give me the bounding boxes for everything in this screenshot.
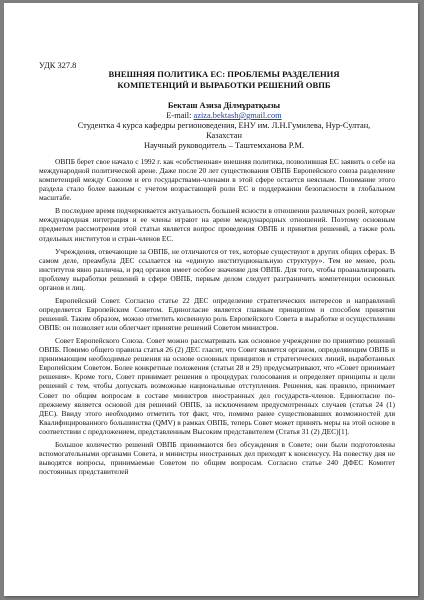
article-title: ВНЕШНЯЯ ПОЛИТИКА ЕС: ПРОБЛЕМЫ РАЗДЕЛЕНИЯ КОМПЕТЕНЦИЙ И ВЫРАБОТКИ РЕШЕНИЙ ОВПБ: [108, 69, 340, 90]
email-line: [64, 111, 384, 121]
paragraph: Учреждения, отвечающие за ОВПБ, не отличаются от тех, которые существуют в других общих сферах. В самом деле, преамбула ДЕС ссылается на «единую институциональную структуру». Тем не менее, роль институтов явно различна, и ряд органов имеет особое значение для ОВПБ. Для того, чтобы проанализировать проблему выработки решений в сфере ОВПБ, первым делом следует разграничить компетенции основных органов и лиц.: [39, 246, 395, 292]
paragraph: ОВПБ берет свое начало с 1992 г. как «собственная» внешняя политика, позволившая ЕС заявить о себе на международной политической арене. Даже после 20 лет существования ОВПБ Европейского союза разделение компетенций между Союзом и его государствами-членами в этой сфере остается неясным. Понимание этого раздела стало более важным с учетом возрастающей роли ЕС в поддержании безопасности в глобальном масштабе.: [39, 157, 395, 203]
paragraph: Европейский Совет. Согласно статье 22 ДЕС определение стратегических интересов и направлений определяется Европейским Советом. Единогласие является главным принципом и способом принятия решений. Таким образом, можно отметить косвенную роль Европейского Совета в выработке и осуществлении ОВПБ: он позволяет или облегчает принятие решений Советом министров.: [39, 295, 395, 333]
udk-code: УДК 327.8: [39, 61, 77, 70]
supervisor: Научный руководитель – Таштемханова Р.М.: [144, 141, 304, 150]
email-link[interactable]: aziza.bektash@gmail.com: [193, 111, 282, 120]
document-page: [4, 3, 418, 596]
affiliation: Студентка 4 курса кафедры регионоведения, ЕНУ им. Л.Н.Гумилева, Нур-Султан, Казахстан: [77, 121, 371, 140]
paragraph: В последнее время подчеркивается актуальность большей ясности в отношении различных ролей, которые международная интеграция и ее члены играют на арене международных отношений. Поэтому основным предметом рассмотрения этой статьи является вопрос проведения ОВПБ и принятия решений, а также роль отдельных институтов и стран-членов ЕС.: [39, 206, 395, 243]
email-label: E-mail:: [166, 111, 192, 120]
paragraph: Большое количество решений ОВПБ принимаются без обсуждения в Совете; они были подготовлены вспомогательными органами Совета, и министры иностранных дел приходят к консенсусу. На повестку дня не выводятся вопросы, принимаемые Советом по общим вопросам. Согласно статье 240 ДФЕС Комитет постоянных представителей: [39, 439, 395, 476]
author-block: [64, 101, 384, 151]
article-body: [39, 157, 395, 480]
author-name: Бекташ Азиза Ділмұратқызы: [167, 101, 281, 110]
paragraph: Совет Европейского Союза. Совет можно рассматривать как основное учреждение по принятию решений ОВПБ. Помимо общего правила статья 26 (2) ДЕС гласит, что Совет является органом, определяющим ОВПБ и принимающим необходимые решения на основе основных принципов и стратегических линий, выработанных Европейским Советом. Более конкретные положения (статьи 28 и 29) предусматривают, что «Совет принимает решения». Кроме того, Совет принимает решения о процедурах голосования и определяет принципы и цели решений с тем, чтобы допускать возможные национальные отступления. Решения, как правило, принимает Совет по общим вопросам в составе министров иностранных дел государств-членов. Единогласие по-прежнему является основой для решений ОВПБ, за исключением предусмотренных случаев (статья 24 (1) ДЕС). Ввиду этого необходимо отметить тот факт, что, помимо ранее существовавших возможностей для Квалифицированного большинства (QMV) в рамках ОВПБ, теперь Совет может принять меры на этой основе в соответствии с предложением, представленным Высоким представителем (Статья 31 (2) ДЕС)[1].: [39, 336, 395, 436]
